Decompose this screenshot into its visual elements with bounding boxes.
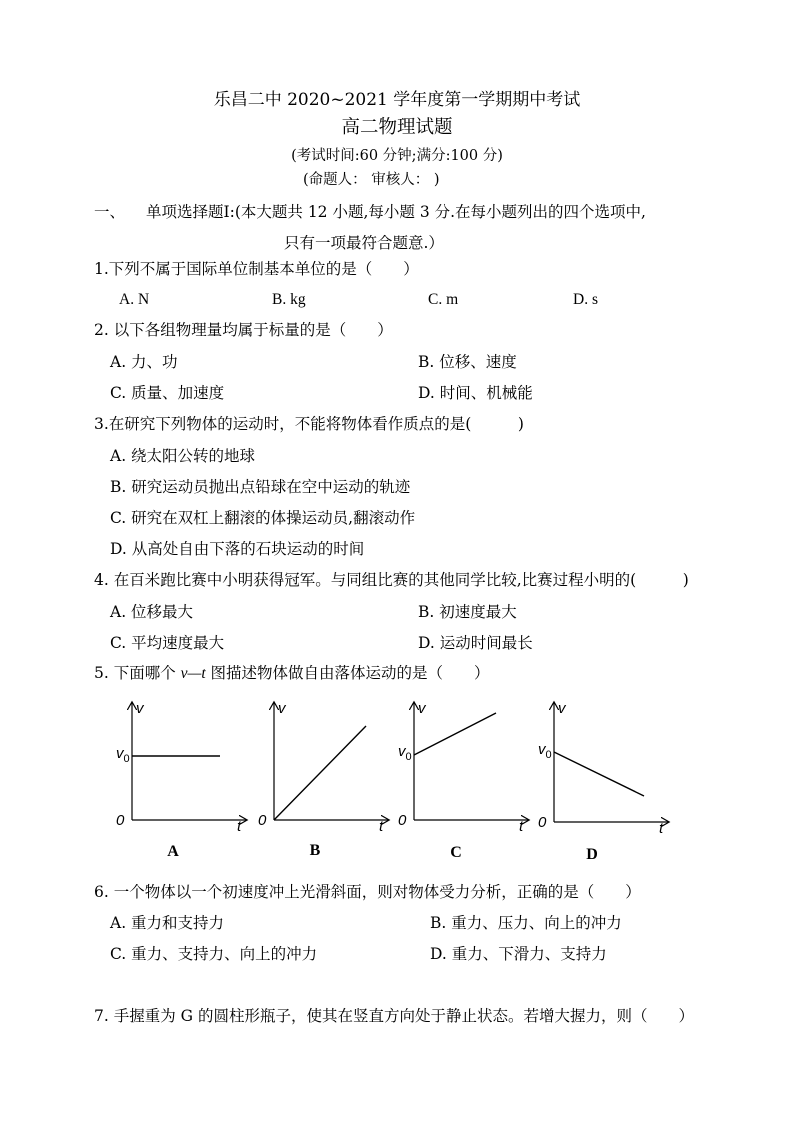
graph-a-x-label: t — [237, 818, 242, 835]
graph-a-origin: 0 — [116, 812, 125, 829]
q6-option-c: C. 重力、支持力、向上的冲力 — [110, 945, 318, 963]
q3-option-c: C. 研究在双杠上翻滚的体操运动员,翻滚动作 — [110, 509, 416, 527]
question-4-stem: 4. 在百米跑比赛中小明获得冠军。与同组比赛的其他同学比较,比赛过程小明的( ) — [94, 571, 689, 589]
question-2-stem: 2. 以下各组物理量均属于标量的是（ ） — [94, 321, 393, 339]
q4-option-a: A. 位移最大 — [110, 603, 194, 621]
graph-c-label: C — [450, 844, 462, 861]
q1-option-b: B. kg — [272, 291, 306, 308]
exam-info: (考试时间:60 分钟;满分:100 分) — [291, 148, 503, 164]
school-title: 乐昌二中 2020~2021 学年度第一学期期中考试 — [213, 90, 581, 110]
q6-option-d: D. 重力、下滑力、支持力 — [430, 945, 607, 963]
q1-option-a: A. N — [119, 291, 150, 308]
graph-c-origin: 0 — [398, 812, 407, 829]
authors-line: (命题人： 审核人： ) — [303, 172, 440, 188]
graph-c-x-label: t — [519, 818, 524, 835]
section-number: 一、 — [94, 203, 126, 221]
q2-option-b: B. 位移、速度 — [418, 353, 517, 371]
q1-option-d: D. s — [573, 291, 598, 308]
graph-b — [252, 698, 402, 838]
question-3-stem: 3.在研究下列物体的运动时，不能将物体看作质点的是( ) — [94, 415, 524, 433]
graph-d — [532, 698, 682, 838]
q5-stem-suffix: 图描述物体做自由落体运动的是（ ） — [205, 664, 490, 682]
graph-d-v0: $v_0$ — [538, 741, 552, 761]
graph-c — [392, 698, 542, 838]
graph-a-v0: $v_0$ — [116, 745, 130, 765]
graph-a-y-label: v — [136, 700, 144, 717]
q2-option-a: A. 力、功 — [110, 353, 178, 371]
q3-option-a: A. 绕太阳公转的地球 — [110, 447, 256, 465]
q6-option-a: A. 重力和支持力 — [110, 914, 225, 932]
q6-option-b: B. 重力、压力、向上的冲力 — [430, 914, 622, 932]
question-1-stem: 1.下列不属于国际单位制基本单位的是（ ） — [94, 260, 419, 278]
q4-option-c: C. 平均速度最大 — [110, 634, 225, 652]
graph-c-v0: $v_0$ — [398, 743, 412, 763]
graph-d-y-label: v — [558, 700, 566, 717]
graph-d-label: D — [586, 846, 598, 863]
q2-option-d: D. 时间、机械能 — [418, 384, 533, 402]
graph-b-line — [274, 726, 366, 820]
q5-stem-var: v—t — [180, 665, 206, 682]
graph-d-origin: 0 — [538, 814, 547, 831]
section-instructions-line2: 只有一项最符合题意.） — [284, 234, 444, 252]
q4-option-d: D. 运动时间最长 — [418, 634, 533, 652]
graph-a — [110, 698, 260, 838]
graph-a-label: A — [167, 843, 179, 860]
graph-b-y-label: v — [278, 700, 286, 717]
graph-b-x-label: t — [379, 818, 384, 835]
question-5-stem — [94, 663, 490, 684]
question-6-stem: 6. 一个物体以一个初速度冲上光滑斜面，则对物体受力分析，正确的是（ ） — [94, 883, 641, 901]
q4-option-b: B. 初速度最大 — [418, 603, 517, 621]
section-instructions-line1: 单项选择题Ⅰ:(本大题共 12 小题,每小题 3 分.在每小题列出的四个选项中, — [146, 203, 646, 221]
q2-option-c: C. 质量、加速度 — [110, 384, 225, 402]
q1-option-c: C. m — [428, 291, 459, 308]
graph-c-line — [414, 713, 496, 755]
graph-b-origin: 0 — [258, 812, 267, 829]
question-7-stem: 7. 手握重为 G 的圆柱形瓶子，使其在竖直方向处于静止状态。若增大握力，则（ ） — [94, 1007, 694, 1025]
q3-option-b: B. 研究运动员抛出点铅球在空中运动的轨迹 — [110, 478, 411, 496]
q5-stem-prefix: 5. 下面哪个 — [94, 664, 181, 682]
subject-title: 高二物理试题 — [341, 117, 453, 138]
graph-d-x-label: t — [659, 820, 664, 837]
graph-b-label: B — [309, 842, 321, 859]
graph-d-line — [554, 752, 644, 796]
graph-c-y-label: v — [418, 700, 426, 717]
q3-option-d: D. 从高处自由下落的石块运动的时间 — [110, 540, 365, 558]
